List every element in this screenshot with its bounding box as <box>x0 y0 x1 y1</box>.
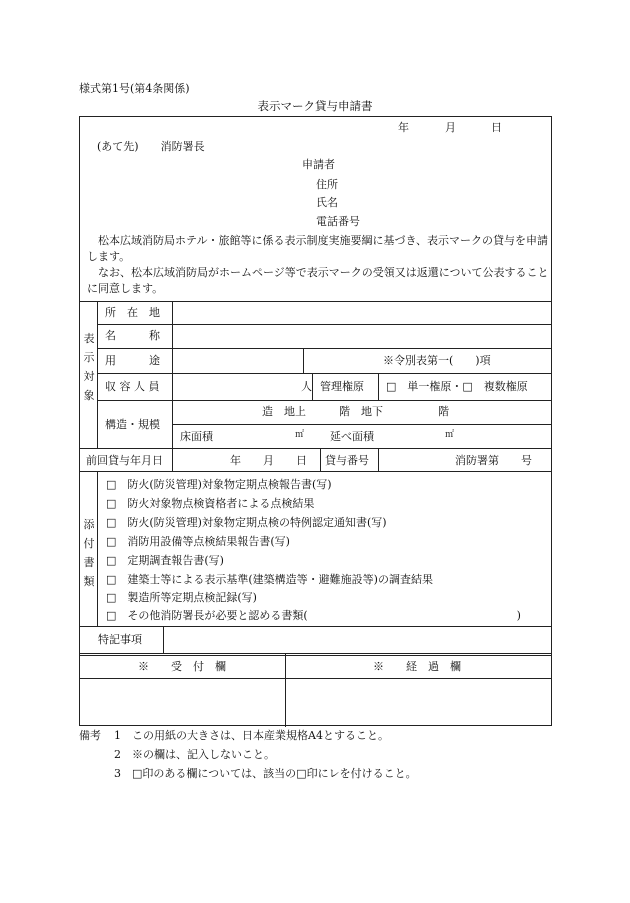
structure-line: 造 地上 階 地下 階 <box>262 405 449 418</box>
total-area-label: 延べ面積 <box>330 430 374 443</box>
previous-date-value: 年 月 日 <box>230 454 307 467</box>
sqm-unit-total: ㎡ <box>445 430 455 440</box>
attachment-item: □ 防火対象物点検資格者による点検結果 <box>106 497 315 510</box>
attachments-group-label: 添付書類 <box>83 518 95 588</box>
authority-label: 管理権原 <box>320 380 364 393</box>
consent-statement: なお、松本広域消防局がホームページ等で表示マークの受領又は返還について公表することに同意します。 <box>87 266 549 295</box>
year-label: 年 <box>398 121 409 134</box>
target-group-label: 表示対象 <box>83 332 95 402</box>
attachment-item: □ 防火(防災管理)対象物定期点検報告書(写) <box>106 478 332 491</box>
lending-number-value: 消防署第 号 <box>455 454 532 467</box>
address-label: 住所 <box>316 178 338 191</box>
attachment-item: □ 消防用設備等点検結果報告書(写) <box>106 535 290 548</box>
applicant-label: 申請者 <box>302 158 335 171</box>
usage-note: ※令別表第一( )項 <box>383 354 491 367</box>
day-label: 日 <box>491 121 502 134</box>
attachment-item: □ その他消防署長が必要と認める書類( ) <box>106 609 521 622</box>
addressee: (あて先) 消防署長 <box>97 140 205 153</box>
attachment-item: □ 防火(防災管理)対象物定期点検の特例認定通知書(写) <box>106 516 387 529</box>
reception-column-label: ※ 受 付 欄 <box>138 660 226 673</box>
page-title: 表示マーク貸与申請書 <box>257 99 373 113</box>
remark-item: 2 ※の欄は、記入しないこと。 <box>114 748 275 761</box>
attachment-item: □ 建築士等による表示基準(建築構造等・避難施設等)の調査結果 <box>106 573 433 586</box>
location-label: 所 在 地 <box>105 306 160 319</box>
name-label: 氏名 <box>316 196 338 209</box>
special-notes-label: 特記事項 <box>98 633 142 646</box>
usage-label: 用 途 <box>105 354 160 367</box>
form-number: 様式第1号(第4条関係) <box>79 82 190 95</box>
person-unit: 人 <box>301 380 312 393</box>
lending-number-label: 貸与番号 <box>325 454 369 467</box>
previous-date-label: 前回貸与年月日 <box>86 454 163 467</box>
structure-label: 構造・規模 <box>105 418 160 431</box>
title-name-label: 名 称 <box>105 329 160 342</box>
authority-options: □ 単一権原・□ 複数権原 <box>386 380 528 393</box>
application-statement: 松本広域消防局ホテル・旅館等に係る表示制度実施要綱に基づき、表示マークの貸与を申請します。 <box>87 234 549 263</box>
remark-item: 3 □印のある欄については、該当の□印にレを付けること。 <box>114 767 417 780</box>
application-form-table <box>79 116 552 726</box>
month-label: 月 <box>445 121 456 134</box>
attachment-item: □ 定期調査報告書(写) <box>106 554 224 567</box>
floor-area-label: 床面積 <box>180 430 213 443</box>
remark-item: 1 この用紙の大きさは、日本産業規格A4とすること。 <box>114 729 389 742</box>
remarks-label: 備考 <box>79 729 101 742</box>
capacity-label: 収 容 人 員 <box>105 380 160 393</box>
attachment-item: □ 製造所等定期点検記録(写) <box>106 591 257 604</box>
phone-label: 電話番号 <box>316 215 360 228</box>
progress-column-label: ※ 経 過 欄 <box>373 660 461 673</box>
sqm-unit: ㎡ <box>295 430 305 440</box>
